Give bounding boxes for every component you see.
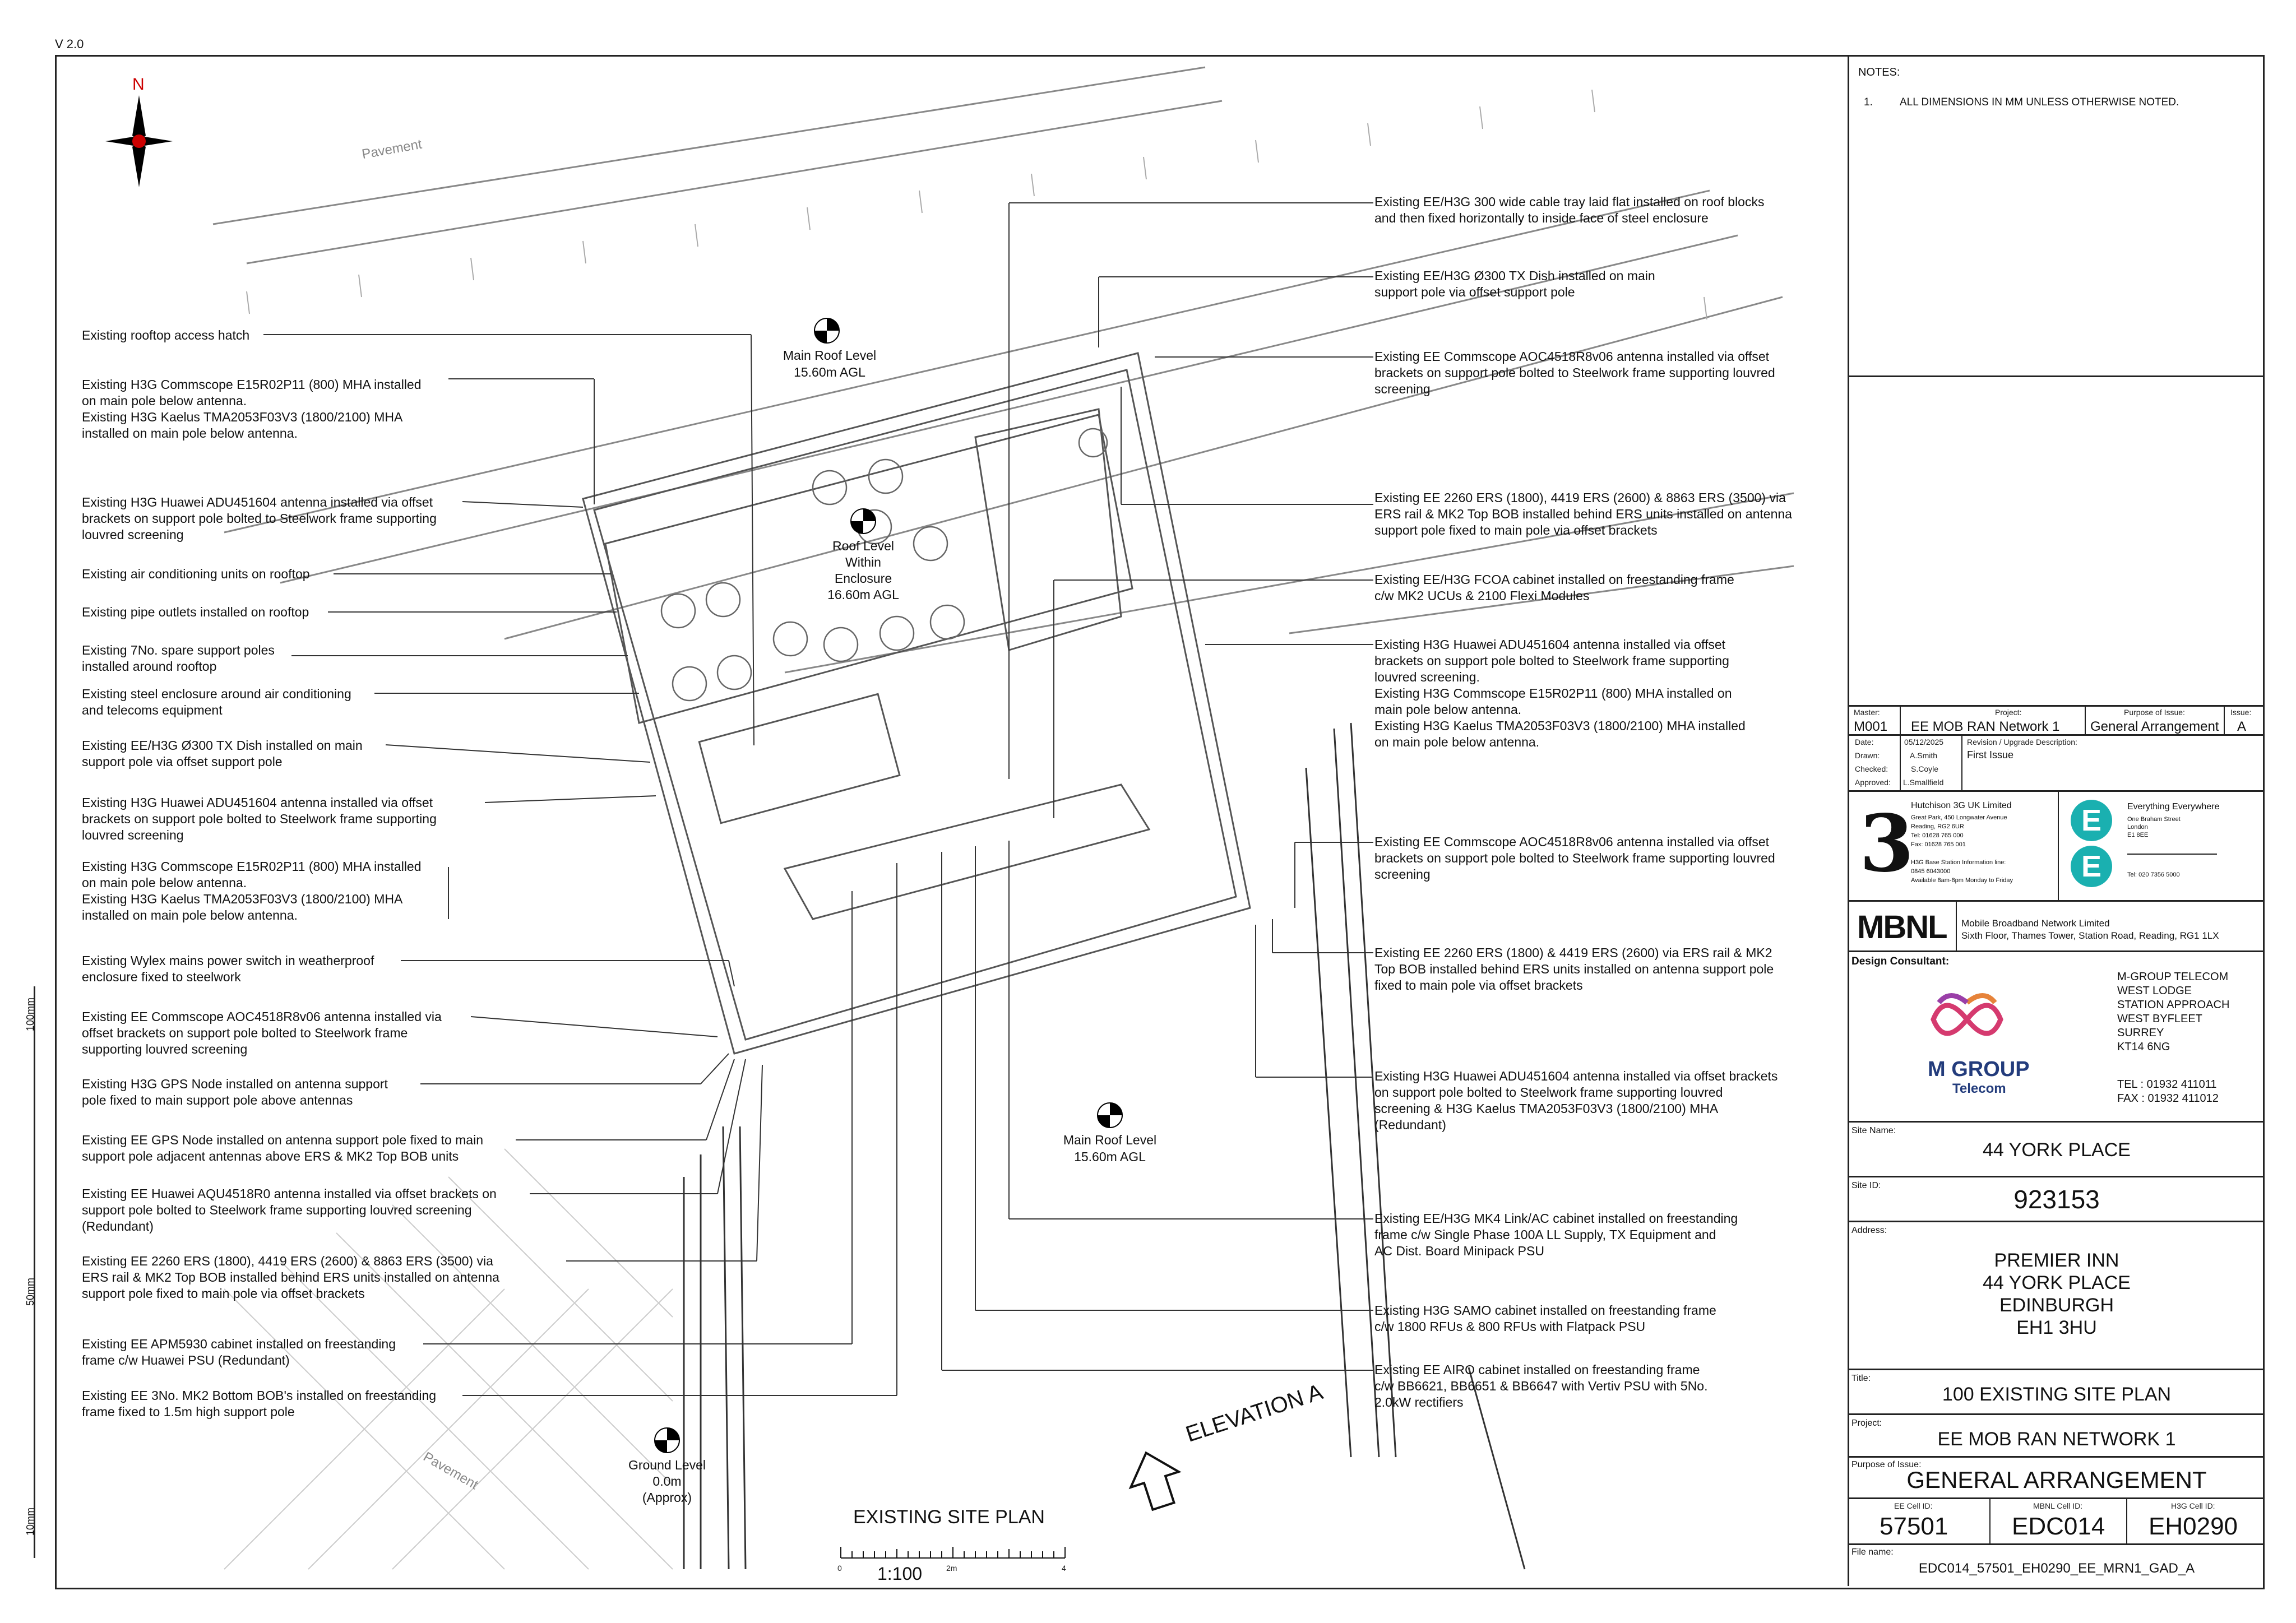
label-samo-cabinet: Existing H3G SAMO cabinet installed on freestanding frame c/w 1800 RFUs & 800 RFUs with Flatpack PSU	[1374, 1303, 1716, 1334]
label-h3g-gps: Existing H3G GPS Node installed on antenna support pole fixed to main support pole above antennas	[82, 1077, 388, 1107]
approved-value: L.Smallfield	[1903, 778, 1944, 787]
label-steel-enclosure: Existing steel enclosure around air conditioning and telecoms equipment	[82, 687, 351, 717]
h3g-name: Hutchison 3G UK Limited	[1911, 801, 2012, 810]
three-logo: 3	[1859, 798, 1914, 890]
drawn-label: Drawn:	[1855, 751, 1880, 760]
level-enclosure-name: Roof Level Within Enclosure	[832, 539, 894, 586]
file-label: File name:	[1851, 1547, 1894, 1557]
label-spare-poles: Existing 7No. spare support poles installed around rooftop	[82, 643, 275, 674]
revision-label: Revision / Upgrade Description:	[1967, 738, 2077, 746]
file-name-value: EDC014_57501_EH0290_EE_MRN1_GAD_A	[1918, 1561, 2195, 1576]
mbnl-address: Mobile Broadband Network Limited Sixth Floor, Thames Tower, Station Road, Reading, RG1 1LX	[1961, 918, 2219, 941]
site-name-row	[1849, 1121, 2264, 1177]
site-id-label: Site ID:	[1851, 1181, 1881, 1190]
note-text: ALL DIMENSIONS IN MM UNLESS OTHERWISE NOTED.	[1900, 96, 2179, 108]
mgroup-logo-icon	[1922, 986, 2012, 1053]
revision-rows	[1849, 734, 2264, 792]
purpose-row	[1849, 1456, 2264, 1499]
date-label: Date:	[1855, 738, 1874, 746]
mbnl-cell-label: MBNL Cell ID:	[2033, 1501, 2083, 1510]
site-name-value: 44 YORK PLACE	[1983, 1139, 2131, 1161]
mbnl-cell-value: EDC014	[2012, 1513, 2105, 1540]
master-value: M001	[1854, 719, 1888, 734]
side-scale-50: 50mm	[25, 1277, 36, 1306]
consultant-logo-sub: Telecom	[1952, 1081, 2006, 1096]
label-ee-ers-right-2: Existing EE 2260 ERS (1800) & 4419 ERS (2600) via ERS rail & MK2 Top BOB installed behind ERS units installed on antenna support pole fixed to main pole via offset brackets	[1374, 945, 1774, 993]
building-outline	[583, 353, 1250, 1054]
project-value: EE MOB RAN Network 1	[1911, 719, 2060, 734]
mbnl-row	[1849, 900, 2264, 952]
label-ee-aqu: Existing EE Huawei AQU4518R0 antenna installed via offset brackets on support pole bolted to Steelwork frame supporting louvred screening (Redundant)	[82, 1186, 497, 1234]
label-fcoa-cabinet: Existing EE/H3G FCOA cabinet installed on freestanding frame c/w MK2 UCUs & 2100 Flexi Modules	[1374, 572, 1734, 603]
address-row	[1849, 1221, 2264, 1370]
label-ee-antenna-right-2: Existing EE Commscope AOC4518R8v06 antenna installed via offset brackets on support pole bolted to Steelwork frame supporting louvred screening	[1374, 834, 1775, 882]
north-label: N	[132, 75, 145, 94]
operator-logos	[1849, 790, 2264, 902]
file-name-row	[1849, 1543, 2264, 1588]
scale-tick-0: 0	[837, 1564, 842, 1573]
purpose-value: General Arrangement	[2090, 719, 2219, 734]
h3g-address: Great Park, 450 Longwater Avenue Reading, RG2 6UR Tel: 01628 765 000 Fax: 01628 765 001	[1911, 814, 2007, 848]
leader-lines-right	[942, 203, 1373, 1370]
elevation-label: ELEVATION A	[1183, 1379, 1326, 1447]
consultant-logo-text: M GROUP	[1928, 1058, 2030, 1081]
purpose2-value: GENERAL ARRANGEMENT	[1906, 1467, 2207, 1493]
label-ee-ers-right-1: Existing EE 2260 ERS (1800), 4419 ERS (2600) & 8863 ERS (3500) via ERS rail & MK2 Top BOB installed behind ERS units installed on antenna support pole fixed to main pole via offset brackets	[1374, 490, 1792, 537]
title-value: 100 EXISTING SITE PLAN	[1942, 1384, 2172, 1405]
scale-ratio: 1:100	[877, 1564, 923, 1584]
design-consultant-label: Design Consultant:	[1851, 956, 1950, 967]
title-label: Title:	[1851, 1374, 1871, 1383]
h3g-cell-label: H3G Cell ID:	[2171, 1501, 2215, 1510]
label-ee-ers-left: Existing EE 2260 ERS (1800), 4419 ERS (2600) & 8863 ERS (3500) via ERS rail & MK2 Top BOB installed behind ERS units installed on antenna support pole fixed to main pole via offset brackets	[82, 1254, 499, 1301]
scale-bar	[841, 1547, 1065, 1558]
label-tx-dish-left: Existing EE/H3G Ø300 TX Dish installed on main support pole via offset support pole	[82, 738, 363, 769]
level-enclosure-value: 16.60m AGL	[827, 587, 899, 602]
cell-id-row	[1849, 1497, 2264, 1545]
scale-tick-4: 4	[1062, 1564, 1066, 1573]
label-ac-units: Existing air conditioning units on rooftop	[82, 567, 310, 581]
project2-label: Project:	[1851, 1418, 1882, 1428]
label-apm5930: Existing EE APM5930 cabinet installed on freestanding frame c/w Huawei PSU (Redundant)	[82, 1337, 396, 1367]
label-airo-cabinet: Existing EE AIRO cabinet installed on freestanding frame c/w BB6621, BB6651 & BB6647 with Vertiv PSU with 5No. 2.0kW rectifiers	[1374, 1362, 1708, 1409]
elevation-arrow-icon	[1122, 1445, 1187, 1514]
checked-label: Checked:	[1855, 764, 1888, 773]
site-name-label: Site Name:	[1851, 1126, 1896, 1135]
level-ground-name: Ground Level 0.0m	[628, 1458, 706, 1488]
label-mk4-cabinet: Existing EE/H3G MK4 Link/AC cabinet installed on freestanding frame c/w Single Phase 100A LL Supply, TX Equipment and AC Dist. Board Minipack PSU	[1374, 1211, 1738, 1258]
address-value: PREMIER INN 44 YORK PLACE EDINBURGH EH1 3HU	[1983, 1250, 2131, 1338]
consultant-address: M-GROUP TELECOM WEST LODGE STATION APPROACH WEST BYFLEET SURREY KT14 6NG	[2117, 971, 2230, 1053]
issue-value: A	[2237, 719, 2247, 734]
project-row	[1849, 1413, 2264, 1458]
label-h3g-antenna-2: Existing H3G Huawei ADU451604 antenna installed via offset brackets on support pole bolted to Steelwork frame supporting louvred screening	[82, 795, 437, 842]
label-cable-tray: Existing EE/H3G 300 wide cable tray laid flat installed on roof blocks and then fixed horizontally to inside face of steel enclosure	[1374, 194, 1765, 225]
label-wylex-switch: Existing Wylex mains power switch in weatherproof enclosure fixed to steelwork	[82, 953, 374, 984]
checked-value: S.Coyle	[1911, 764, 1939, 773]
h3g-cell-value: EH0290	[2149, 1513, 2238, 1540]
scale-tick-2m: 2m	[946, 1564, 957, 1573]
side-scale-10: 10mm	[25, 1507, 36, 1536]
label-h3g-mha-2: Existing H3G Commscope E15R02P11 (800) MHA installed on main pole below antenna. Existing H3G Kaelus TMA2053F03V3 (1800/2100) MHA installed on main pole below antenna.	[82, 859, 422, 922]
notes-heading: NOTES:	[1858, 66, 1900, 78]
pavement-label-top: Pavement	[360, 136, 423, 163]
master-row	[1849, 705, 2264, 736]
master-label: Master:	[1854, 708, 1880, 717]
drawn-value: A.Smith	[1910, 751, 1938, 760]
address-label: Address:	[1851, 1226, 1887, 1235]
ee-logo-lower: E	[2071, 846, 2112, 887]
version-label: V 2.0	[55, 37, 84, 51]
ee-cell-value: 57501	[1880, 1513, 1948, 1540]
label-h3g-mha-1: Existing H3G Commscope E15R02P11 (800) MHA installed on main pole below antenna. Existing H3G Kaelus TMA2053F03V3 (1800/2100) MHA installed on main pole below antenna.	[82, 377, 422, 440]
level-main-roof-name: Main Roof Level	[783, 348, 877, 363]
label-h3g-antenna-redundant: Existing H3G Huawei ADU451604 antenna installed via offset brackets on support pole bolted to Steelwork frame supporting louvred screening & H3G Kaelus TMA2053F03V3 (1800/2100) MHA (Redundant)	[1374, 1069, 1778, 1132]
approved-label: Approved:	[1855, 778, 1891, 787]
label-ee-antenna-left: Existing EE Commscope AOC4518R8v06 antenna installed via offset brackets on support pole bolted to Steelwork frame supporting louvred screening	[82, 1009, 442, 1056]
purpose-label: Purpose of Issue:	[2124, 708, 2185, 717]
note-number: 1.	[1864, 96, 1873, 108]
consultant-tel: TEL : 01932 411011 FAX : 01932 411012	[2117, 1078, 2219, 1105]
purpose2-label: Purpose of Issue:	[1851, 1460, 1922, 1469]
label-h3g-antenna-1: Existing H3G Huawei ADU451604 antenna installed via offset brackets on support pole bolted to Steelwork frame supporting louvred screening	[82, 495, 437, 542]
level-ground-value: (Approx)	[642, 1490, 692, 1505]
label-ee-antenna-right-1: Existing EE Commscope AOC4518R8v06 antenna installed via offset brackets on support pole bolted to Steelwork frame supporting louvred screening	[1374, 349, 1775, 396]
level-main-roof-2-name: Main Roof Level	[1063, 1133, 1157, 1147]
ee-address: One Braham Street London E1 8EE	[2127, 816, 2181, 838]
side-scale-100: 100mm	[25, 997, 36, 1031]
plan-title: EXISTING SITE PLAN	[853, 1506, 1045, 1528]
date-value: 05/12/2025	[1904, 738, 1944, 746]
h3g-info: H3G Base Station Information line: 0845 6043000 Available 8am-8pm Monday to Friday	[1911, 859, 2013, 884]
project-label: Project:	[1995, 708, 2022, 717]
site-id-value: 923153	[2013, 1185, 2100, 1214]
label-rooftop-hatch: Existing rooftop access hatch	[82, 328, 250, 342]
ee-tel: Tel: 020 7356 5000	[2127, 871, 2180, 878]
label-bottom-bobs: Existing EE 3No. MK2 Bottom BOB's installed on freestanding frame fixed to 1.5m high support pole	[82, 1388, 437, 1419]
title-block	[1848, 56, 2264, 1586]
level-main-roof-2-value: 15.60m AGL	[1074, 1149, 1146, 1164]
title-row	[1849, 1369, 2264, 1415]
north-arrow-icon	[105, 95, 173, 187]
level-main-roof-value: 15.60m AGL	[794, 365, 865, 379]
label-h3g-antenna-right: Existing H3G Huawei ADU451604 antenna installed via offset brackets on support pole bolted to Steelwork frame supporting louvred screening. Existing H3G Commscope E15R02P11 (800) MHA installed on main pole below antenna. Existing H3G Kaelus TMA2053F03V3 (1800/2100) MHA installed on main pole below antenna.	[1374, 637, 1746, 749]
ee-cell-label: EE Cell ID:	[1894, 1501, 1933, 1510]
ee-name: Everything Everywhere	[2127, 802, 2220, 812]
issue-label: Issue:	[2230, 708, 2252, 717]
label-ee-gps: Existing EE GPS Node installed on antenna support pole fixed to main support pole adjacent antennas above ERS & MK2 Top BOB units	[82, 1133, 483, 1163]
label-pipe-outlets: Existing pipe outlets installed on rooftop	[82, 605, 309, 619]
mbnl-logo: MBNL	[1857, 909, 1947, 945]
label-tx-dish-right: Existing EE/H3G Ø300 TX Dish installed on main support pole via offset support pole	[1374, 268, 1655, 299]
ee-logo: E	[2071, 800, 2112, 841]
project2-value: EE MOB RAN NETWORK 1	[1937, 1429, 2176, 1450]
site-id-row	[1849, 1176, 2264, 1222]
pavement-label-bottom: Pavement	[420, 1449, 481, 1493]
revision-value: First Issue	[1967, 749, 2014, 761]
